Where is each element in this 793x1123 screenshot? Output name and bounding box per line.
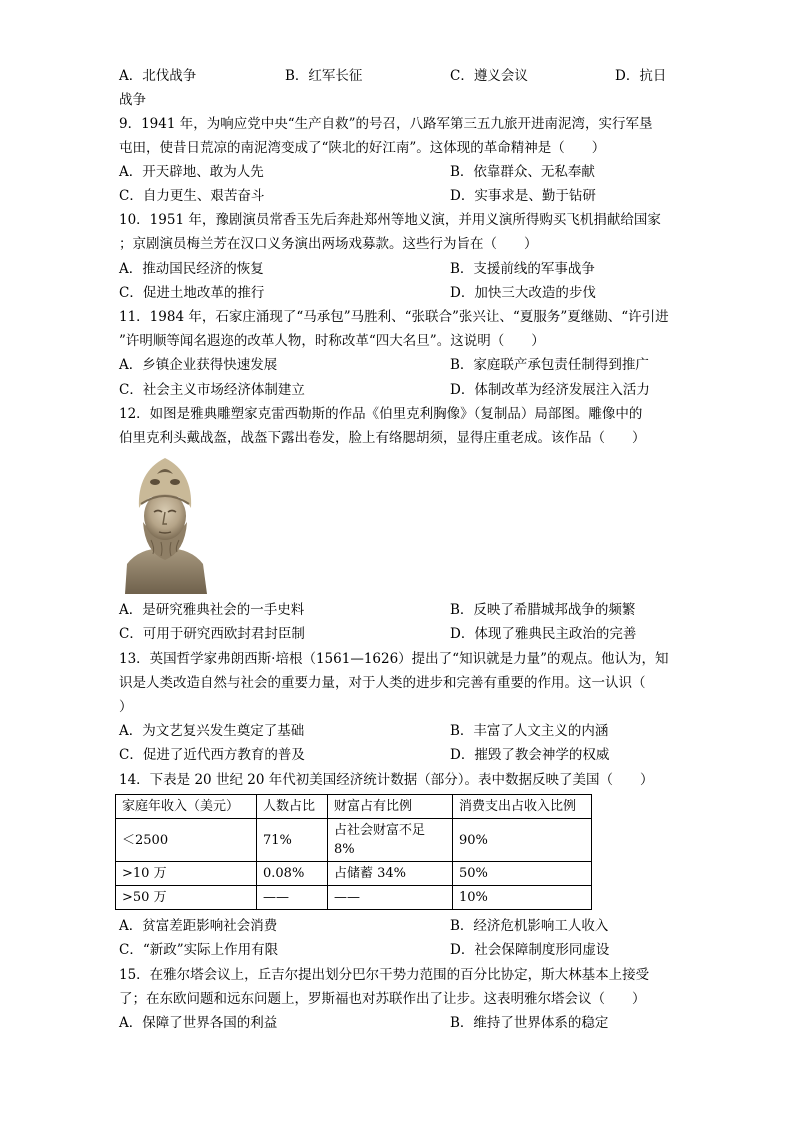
table-cell: —— <box>328 886 453 910</box>
table-cell: >50 万 <box>116 886 257 910</box>
pericles-bust-image <box>121 452 209 594</box>
q11-option-d: D．体制改革为经济发展注入活力 <box>450 382 650 398</box>
table-cell-text: 8% <box>334 842 355 857</box>
q11-option-b: B．家庭联产承包责任制得到推广 <box>450 357 649 373</box>
q9-option-c: C．自力更生、艰苦奋斗 <box>119 188 265 204</box>
q14-option-b: B．经济危机影响工人收入 <box>450 918 609 934</box>
q8-option-c: C．遵义会议 <box>450 68 528 84</box>
table-cell: 0.08% <box>257 862 328 886</box>
q12-option-d: D．体现了雅典民主政治的完善 <box>450 626 637 642</box>
q10-option-c: C．促进土地改革的推行 <box>119 285 265 301</box>
q9-option-b: B．依靠群众、无私奉献 <box>450 164 595 180</box>
q8-option-b: B．红军长征 <box>285 68 363 84</box>
q14-stem: 14．下表是 20 世纪 20 年代初美国经济统计数据（部分）。表中数据反映了美国（ ） <box>119 772 654 788</box>
q9-option-d: D．实事求是、勤于钻研 <box>450 188 596 204</box>
table-header-cell: 家庭年收入（美元） <box>116 795 257 819</box>
q10-option-d: D．加快三大改造的步伐 <box>450 285 596 301</box>
table-cell: —— <box>257 886 328 910</box>
q13-option-d: D．摧毁了教会神学的权威 <box>450 747 610 763</box>
q15-stem-line2: 了；在东欧问题和远东问题上，罗斯福也对苏联作出了让步。这表明雅尔塔会议（ ） <box>119 991 646 1007</box>
table-cell: >10 万 <box>116 862 257 886</box>
table-cell: 50% <box>453 862 592 886</box>
q11-option-a: A．乡镇企业获得快速发展 <box>119 357 278 373</box>
q8-option-d-wrap: 战争 <box>119 92 146 108</box>
q13-stem-line2: 识是人类改造自然与社会的重要力量，对于人类的进步和完善有重要的作用。这一认识（ <box>119 675 646 691</box>
table-header-cell: 人数占比 <box>257 795 328 819</box>
q13-option-c: C．促进了近代西方教育的普及 <box>119 747 305 763</box>
table-header-row <box>116 795 592 819</box>
q9-stem-line1: 9．1941 年，为响应党中央“生产自救”的号召，八路军第三五九旅开进南泥湾，实行军垦 <box>119 116 653 132</box>
table-cell: 71% <box>257 819 328 862</box>
q10-option-a: A．推动国民经济的恢复 <box>119 261 264 277</box>
q8-option-d: D．抗日 <box>615 68 667 84</box>
table-row <box>116 819 592 862</box>
table-row <box>116 886 592 910</box>
table-header-cell: 财富占有比例 <box>328 795 453 819</box>
q12-stem-line2: 伯里克利头戴战盔，战盔下露出卷发，脸上有络腮胡须，显得庄重老成。该作品（ ） <box>119 430 646 446</box>
table-header-cell: 消费支出占收入比例 <box>453 795 592 819</box>
q13-stem-line3: ） <box>119 699 133 715</box>
q10-stem-line2: ；京剧演员梅兰芳在汉口义务演出两场戏募款。这些行为旨在（ ） <box>119 236 538 252</box>
q13-stem-line1: 13．英国哲学家弗朗西斯·培根（1561—1626）提出了“知识就是力量”的观点。他认为，知 <box>119 651 669 667</box>
economic-statistics-table <box>115 794 592 910</box>
q15-option-b: B．维持了世界体系的稳定 <box>450 1015 609 1031</box>
q14-option-d: D．社会保障制度形同虚设 <box>450 942 610 958</box>
q12-option-b: B．反映了希腊城邦战争的频繁 <box>450 602 636 618</box>
q11-stem-line2: ”许明顺等闻名遐迩的改革人物，时称改革“四大名旦”。这说明（ ） <box>119 333 545 349</box>
q11-stem-line1: 11．1984 年，石家庄涌现了“马承包”马胜利、“张联合”张兴让、“夏服务”夏继勋、“许引进 <box>119 309 669 325</box>
q11-option-c: C．社会主义市场经济体制建立 <box>119 382 305 398</box>
table-cell: 占储蓄 34% <box>328 862 453 886</box>
table-row <box>116 862 592 886</box>
q15-option-a: A．保障了世界各国的利益 <box>119 1015 278 1031</box>
table-cell-text: 占社会财富不足 <box>334 823 426 838</box>
q15-stem-line1: 15．在雅尔塔会议上，丘吉尔提出划分巴尔干势力范围的百分比协定，斯大林基本上接受 <box>119 967 650 983</box>
q14-option-a: A．贫富差距影响社会消费 <box>119 918 278 934</box>
q10-stem-line1: 10．1951 年，豫剧演员常香玉先后奔赴郑州等地义演，并用义演所得购买飞机捐献给国家 <box>119 212 661 228</box>
q9-stem-line2: 屯田，使昔日荒凉的南泥湾变成了“陕北的好江南”。这体现的革命精神是（ ） <box>119 140 606 156</box>
q13-option-a: A．为文艺复兴发生奠定了基础 <box>119 723 305 739</box>
q12-option-c: C．可用于研究西欧封君封臣制 <box>119 626 305 642</box>
table-cell: 90% <box>453 819 592 862</box>
q12-option-a: A．是研究雅典社会的一手史料 <box>119 602 305 618</box>
q8-option-a: A．北伐战争 <box>119 68 197 84</box>
table-cell: 10% <box>453 886 592 910</box>
q12-stem-line1: 12．如图是雅典雕塑家克雷西勒斯的作品《伯里克利胸像》（复制品）局部图。雕像中的 <box>119 406 643 422</box>
table-cell: ＜2500 <box>116 819 257 862</box>
table-cell <box>328 819 453 862</box>
q9-option-a: A．开天辟地、敢为人先 <box>119 164 264 180</box>
q10-option-b: B．支援前线的军事战争 <box>450 261 595 277</box>
q14-option-c: C．“新政”实际上作用有限 <box>119 942 279 958</box>
q13-option-b: B．丰富了人文主义的内涵 <box>450 723 609 739</box>
